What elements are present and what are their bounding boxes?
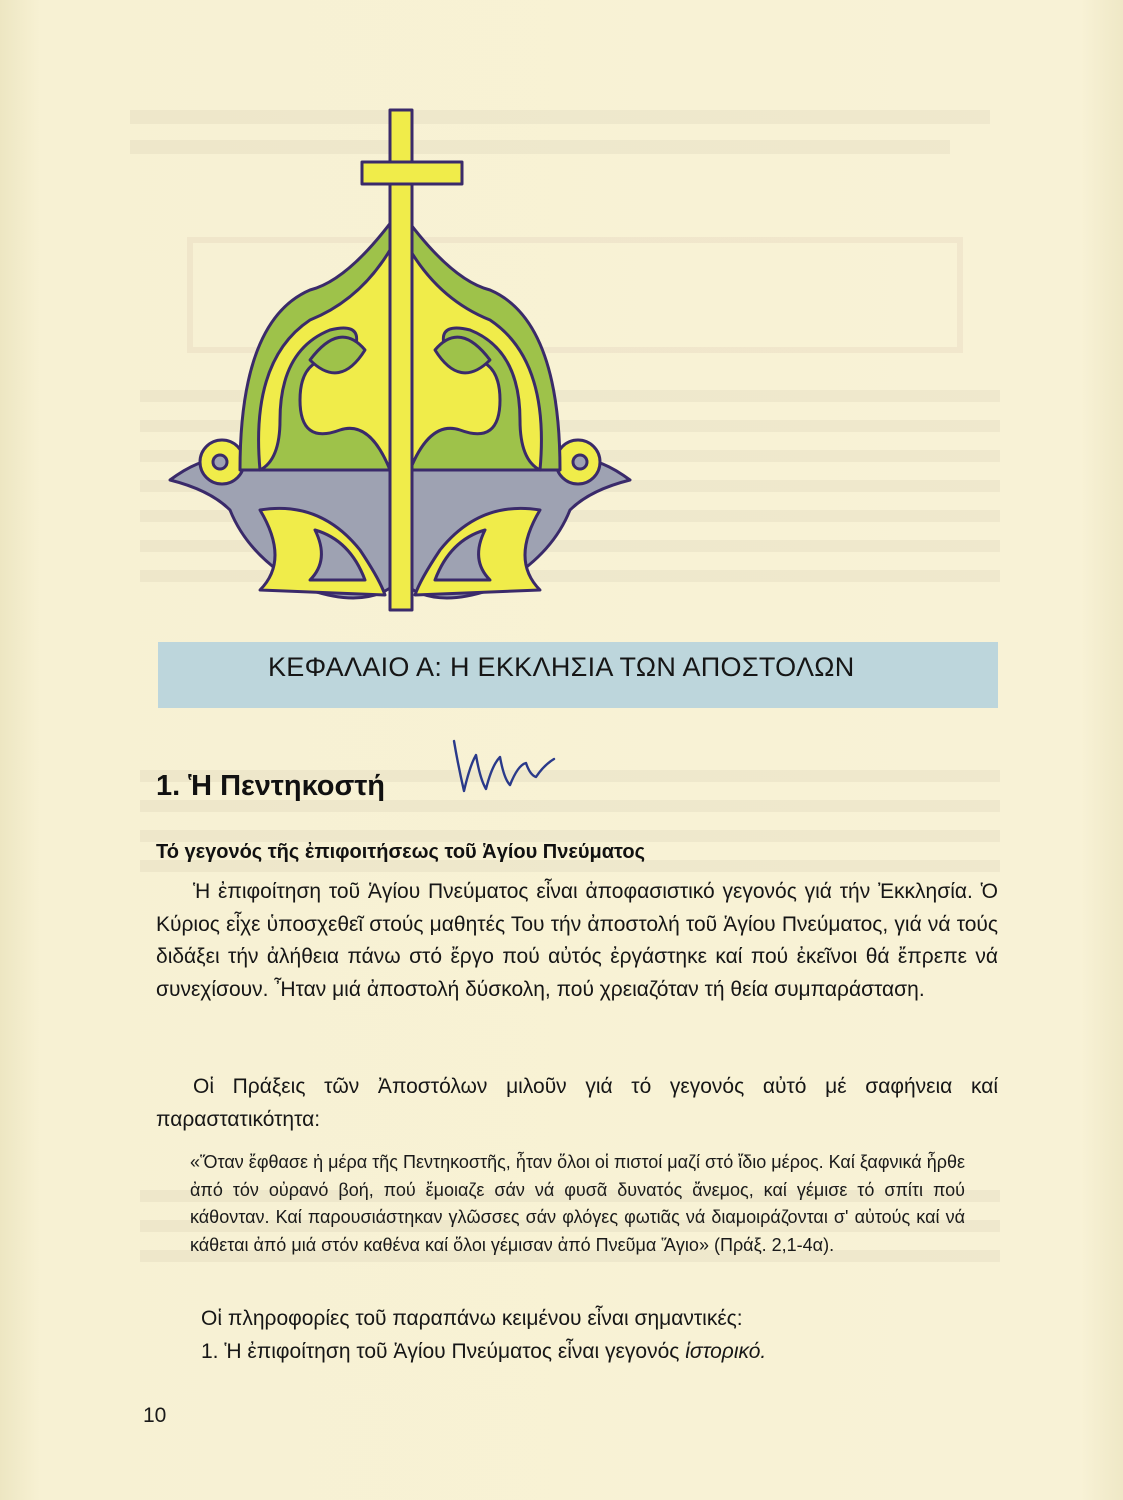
body-paragraph-2: Οἱ Πράξεις τῶν Ἀποστόλων μιλοῦν γιά τό γεγονός αὐτό μέ σαφήνεια καί παραστατικότητα: [156,1075,998,1131]
body-paragraph-3: Οἱ πληροφορίες τοῦ παραπάνω κειμένου εἶναι σημαντικές: [201,1307,743,1330]
body-paragraph-4-lead: 1. Ἡ ἐπιφοίτηση τοῦ Ἁγίου Πνεύματος εἶναι γεγονός [201,1340,686,1363]
body-paragraph-1: Ἡ ἐπιφοίτηση τοῦ Ἁγίου Πνεύματος εἶναι ἀποφασιστικό γεγονός γιά τήν Ἐκκλησία. Ὁ Κύριος εἶχε ὑποσχεθεῖ στούς μαθητές Του τήν ἀποστολή τοῦ Ἁγίου Πνεύματος, γιά νά τούς διδάξει τήν ἀλήθεια πάνω στό ἔργο πού αὐτός ἐργάστηκε καί πού ἐκεῖνοι θά ἔπρεπε νά συνεχίσουν. Ἦταν μιά ἀποστολή δύσκολη, πού χρειαζόταν τή θεία συμπαράσταση. [156,880,998,1001]
chapter-title: ΚΕΦΑΛΑΙΟ Α: Η ΕΚΚΛΗΣΙΑ ΤΩΝ ΑΠΟΣΤΟΛΩΝ [268,652,855,682]
handwritten-scribble-icon [450,735,560,797]
cross-doves-emblem-icon [150,90,650,630]
section-title: 1. Ἡ Πεντηκοστή [156,770,385,802]
page-number: 10 [143,1404,167,1427]
body-paragraph-4-emphasis: ἱστορικό. [685,1340,767,1363]
body-paragraph-4 [201,1336,991,1369]
subsection-title: Τό γεγονός τῆς ἐπιφοιτήσεως τοῦ Ἁγίου Πνεύματος [156,841,646,863]
scripture-quote: «Ὅταν ἔφθασε ἡ μέρα τῆς Πεντηκοστῆς, ἦταν ὅλοι οἱ πιστοί μαζί στό ἴδιο μέρος. Καί ξαφνικά ἦρθε ἀπό τόν οὐρανό βοή, πού ἔμοιαζε σάν νά φυσᾶ δυνατός ἄνεμος, καί γέμισε τό σπίτι πού κάθονταν. Καί παρουσιάστηκαν γλῶσσες σάν φλόγες φωτιᾶς νά διαμοιράζονται σ' αὐτούς καί νά κάθεται ἀπό μιά στόν καθένα καί ὅλοι γέμισαν ἀπό Πνεῦμα Ἅγιο» (Πράξ. 2,1-4α). [190,1152,965,1255]
